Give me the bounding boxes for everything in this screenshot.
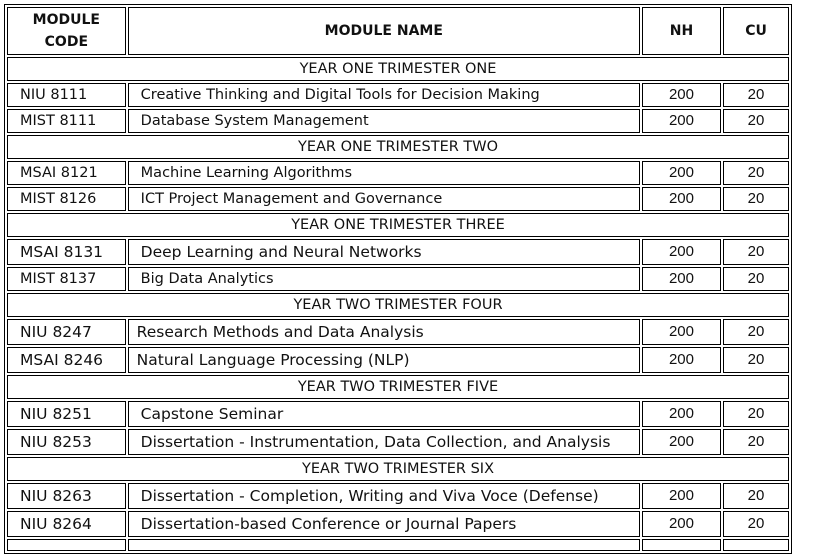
table-row [7, 187, 789, 211]
section-title: YEAR TWO TRIMESTER SIX [7, 457, 789, 481]
module-code: MSAI 8121 [7, 161, 126, 185]
module-nh: 200 [642, 187, 721, 211]
module-code: MSAI 8131 [7, 239, 126, 265]
module-nh: 200 [642, 239, 721, 265]
section-title: YEAR TWO TRIMESTER FIVE [7, 375, 789, 399]
section-title: YEAR ONE TRIMESTER THREE [7, 213, 789, 237]
module-cu: 20 [723, 401, 789, 427]
module-cu: 20 [723, 483, 789, 509]
module-nh: 200 [642, 401, 721, 427]
module-cu: 20 [723, 161, 789, 185]
module-code: MIST 8111 [7, 109, 126, 133]
module-nh: 200 [642, 161, 721, 185]
module-name: Big Data Analytics [128, 267, 640, 291]
header-row [7, 7, 789, 55]
header-code-line1: MODULE [32, 12, 100, 28]
section-row [7, 375, 789, 399]
module-nh: 200 [642, 347, 721, 373]
module-nh: 200 [642, 511, 721, 537]
header-module-name: MODULE NAME [128, 7, 640, 55]
module-cu: 20 [723, 187, 789, 211]
module-code: MIST 8137 [7, 267, 126, 291]
table-row [7, 511, 789, 537]
table-row [7, 83, 789, 107]
section-row [7, 293, 789, 317]
cutoff-cell [723, 539, 789, 551]
section-title: YEAR ONE TRIMESTER TWO [7, 135, 789, 159]
module-code: NIU 8111 [7, 83, 126, 107]
module-name: Natural Language Processing (NLP) [128, 347, 640, 373]
module-name: Dissertation - Completion, Writing and Viva Voce (Defense) [128, 483, 640, 509]
header-code-line2: CODE [44, 34, 89, 50]
module-code: NIU 8253 [7, 429, 126, 455]
module-name: ICT Project Management and Governance [128, 187, 640, 211]
module-nh: 200 [642, 429, 721, 455]
section-title: YEAR TWO TRIMESTER FOUR [7, 293, 789, 317]
table-row [7, 429, 789, 455]
module-name: Machine Learning Algorithms [128, 161, 640, 185]
module-cu: 20 [723, 429, 789, 455]
section-row [7, 135, 789, 159]
module-nh: 200 [642, 483, 721, 509]
header-nh: NH [642, 7, 721, 55]
cutoff-cell [642, 539, 721, 551]
module-nh: 200 [642, 83, 721, 107]
module-code: MIST 8126 [7, 187, 126, 211]
section-row [7, 457, 789, 481]
curriculum-table [4, 4, 792, 554]
module-cu: 20 [723, 347, 789, 373]
header-cu: CU [723, 7, 789, 55]
module-name: Creative Thinking and Digital Tools for Decision Making [128, 83, 640, 107]
module-nh: 200 [642, 267, 721, 291]
table-row [7, 401, 789, 427]
module-code: NIU 8247 [7, 319, 126, 345]
module-name: Dissertation - Instrumentation, Data Collection, and Analysis [128, 429, 640, 455]
module-cu: 20 [723, 109, 789, 133]
section-row [7, 57, 789, 81]
module-cu: 20 [723, 319, 789, 345]
table-row [7, 347, 789, 373]
table-row [7, 319, 789, 345]
section-title: YEAR ONE TRIMESTER ONE [7, 57, 789, 81]
module-name: Deep Learning and Neural Networks [128, 239, 640, 265]
module-code: NIU 8263 [7, 483, 126, 509]
section-row [7, 213, 789, 237]
module-code: NIU 8264 [7, 511, 126, 537]
module-nh: 200 [642, 319, 721, 345]
module-code: NIU 8251 [7, 401, 126, 427]
cutoff-cell [128, 539, 640, 551]
table-row [7, 267, 789, 291]
module-code: MSAI 8246 [7, 347, 126, 373]
module-cu: 20 [723, 239, 789, 265]
module-name: Research Methods and Data Analysis [128, 319, 640, 345]
table-row [7, 239, 789, 265]
module-name: Dissertation-based Conference or Journal Papers [128, 511, 640, 537]
cutoff-cell [7, 539, 126, 551]
header-module-code [7, 7, 126, 55]
module-cu: 20 [723, 267, 789, 291]
table-row [7, 483, 789, 509]
table-row [7, 161, 789, 185]
table-row-cutoff [7, 539, 789, 551]
module-name: Capstone Seminar [128, 401, 640, 427]
module-nh: 200 [642, 109, 721, 133]
module-cu: 20 [723, 83, 789, 107]
table-row [7, 109, 789, 133]
module-name: Database System Management [128, 109, 640, 133]
module-cu: 20 [723, 511, 789, 537]
